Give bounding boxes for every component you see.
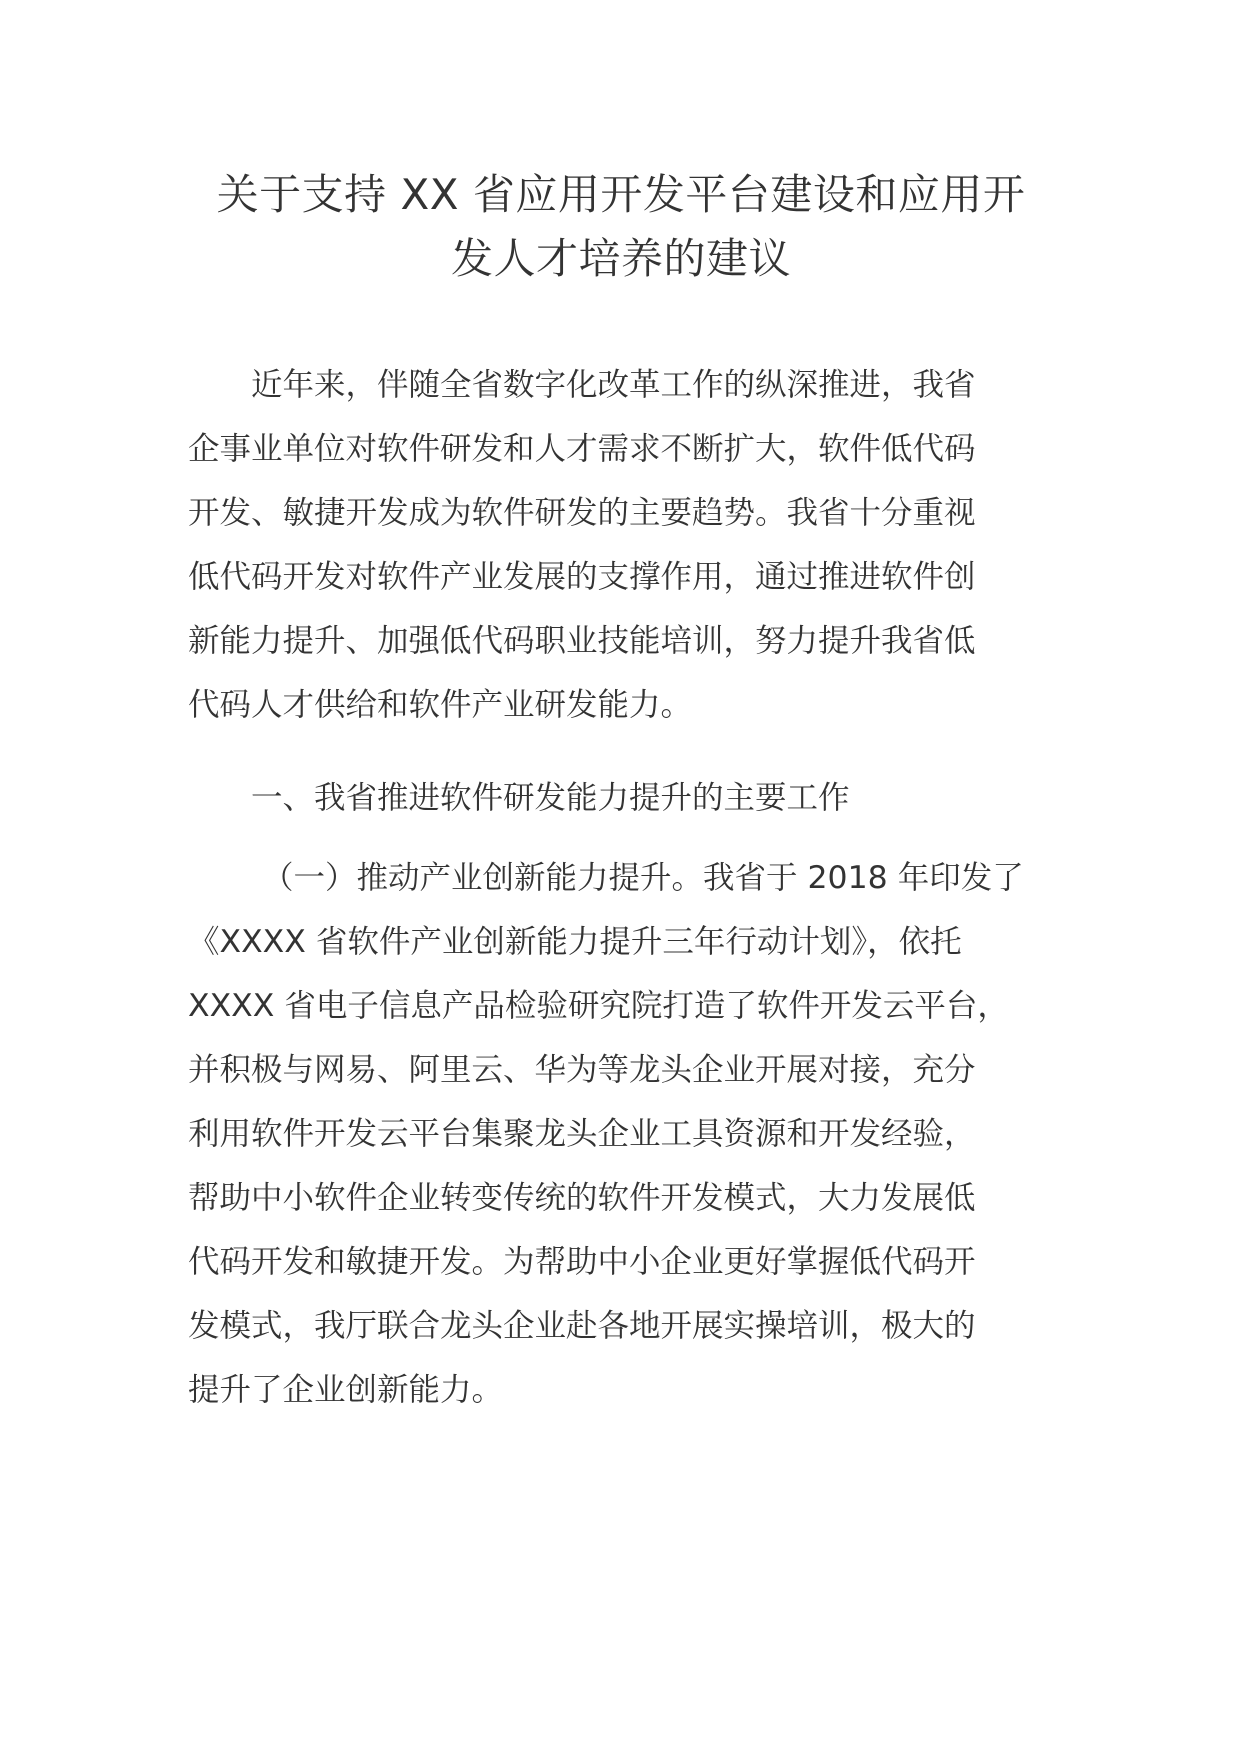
paragraph-line: 开发、敏捷开发成为软件研发的主要趋势。我省十分重视 — [188, 495, 976, 531]
subsection-paragraph — [188, 846, 1058, 1422]
paragraph-line: 提升了企业创新能力。 — [188, 1372, 504, 1408]
paragraph-line: 企事业单位对软件研发和人才需求不断扩大，软件低代码 — [188, 431, 976, 467]
paragraph-line: XXXX 省电子信息产品检验研究院打造了软件开发云平台， — [188, 988, 1009, 1024]
paragraph-line: 低代码开发对软件产业发展的支撑作用，通过推进软件创 — [188, 559, 976, 595]
title-line: 发人才培养的建议 — [450, 234, 791, 283]
paragraph-line: 新能力提升、加强低代码职业技能培训，努力提升我省低 — [188, 623, 976, 659]
paragraph-line: 帮助中小软件企业转变传统的软件开发模式，大力发展低 — [188, 1180, 976, 1216]
title-line: 关于支持 XX 省应用开发平台建设和应用开 — [216, 170, 1026, 219]
paragraph-line: 代码开发和敏捷开发。为帮助中小企业更好掌握低代码开 — [188, 1244, 976, 1280]
paragraph-line: 近年来，伴随全省数字化改革工作的纵深推进，我省 — [251, 367, 976, 403]
paragraph-line: （一）推动产业创新能力提升。我省于 2018 年印发了 — [262, 860, 1024, 896]
section-heading — [188, 766, 1058, 830]
paragraph-line: 代码人才供给和软件产业研发能力。 — [188, 687, 693, 723]
paragraph-line: 并积极与网易、阿里云、华为等龙头企业开展对接，充分 — [188, 1052, 976, 1088]
document-title — [186, 163, 1056, 291]
paragraph-line: 发模式，我厅联合龙头企业赴各地开展实操培训，极大的 — [188, 1308, 976, 1344]
intro-paragraph — [188, 353, 1058, 737]
section-heading-text: 一、我省推进软件研发能力提升的主要工作 — [251, 780, 850, 816]
paragraph-line: 利用软件开发云平台集聚龙头企业工具资源和开发经验， — [188, 1116, 976, 1152]
paragraph-line: 《XXXX 省软件产业创新能力提升三年行动计划》，依托 — [188, 924, 962, 960]
